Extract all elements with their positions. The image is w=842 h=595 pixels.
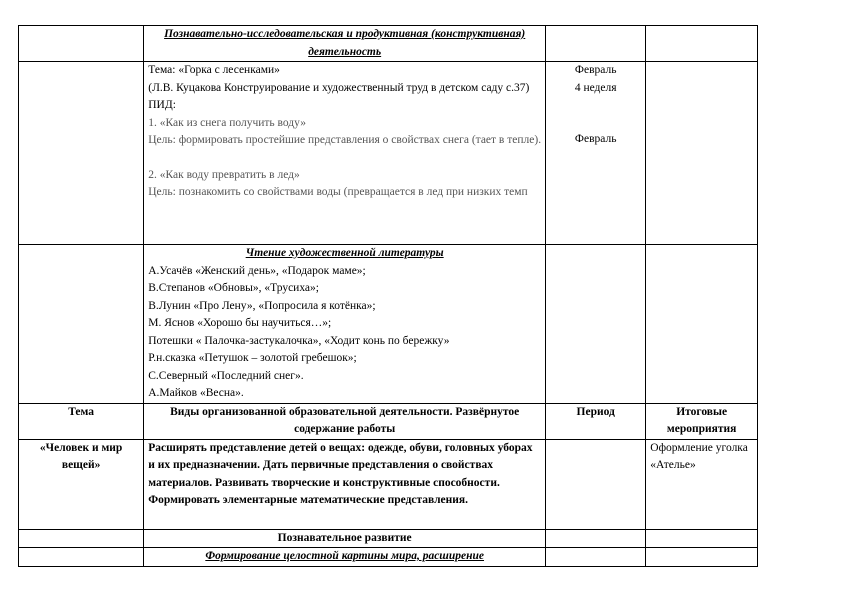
section1-content-row: [19, 62, 758, 245]
section1-heading-row: [19, 26, 758, 62]
table-header-row: [19, 403, 758, 439]
empty-cell: [646, 245, 758, 404]
section2-content: [144, 245, 546, 404]
dev-label: Познавательное развитие: [144, 529, 546, 548]
empty-cell: [19, 62, 144, 245]
topic-line: Тема: «Горка с лесенками»: [148, 64, 280, 76]
plan-table: [18, 25, 758, 567]
experiment1-goal: Цель: формировать простейшие представления о свойствах снега (тает в тепле).: [148, 134, 542, 146]
header-period: Период: [546, 403, 646, 439]
section1-heading: Познавательно-исследовательская и продуктивная (конструктивная) деятельность: [144, 26, 546, 62]
empty-cell: [646, 62, 758, 245]
last-row: [19, 548, 758, 567]
theme-topic: «Человек и мир вещей»: [19, 439, 144, 529]
header-activities: Виды организованной образовательной деятельности. Развёрнутое содержание работы: [144, 403, 546, 439]
section2-row: [19, 245, 758, 404]
source-line: (Л.В. Куцакова Конструирование и художественный труд в детском саду с.37): [148, 81, 530, 94]
empty-cell: [546, 26, 646, 62]
reading-item: А.Майков «Весна».: [148, 387, 244, 399]
header-topic: Тема: [19, 403, 144, 439]
period-week: 4 неделя: [574, 81, 617, 94]
empty-cell: [546, 529, 646, 548]
empty-cell: [546, 548, 646, 567]
reading-item: С.Северный «Последний снег».: [148, 369, 304, 382]
experiment1-title: 1. «Как из снега получить воду»: [148, 116, 306, 129]
empty-cell: [646, 26, 758, 62]
theme-content: Расширять представление детей о вещах: одежде, обуви, головных уборах и их предназначении. Дать первичные представления о свойствах материалов. Развивать творческие и конструктивные способности. Формировать элементарные математические представления.: [144, 439, 546, 529]
empty-cell: [546, 245, 646, 404]
theme-row: [19, 439, 758, 529]
reading-item: М. Яснов «Хорошо бы научиться…»;: [148, 317, 332, 329]
empty-cell: [19, 245, 144, 404]
pid-label: ПИД:: [148, 99, 176, 111]
header-events: Итоговые мероприятия: [646, 403, 758, 439]
empty-cell: [19, 548, 144, 567]
period-month: Февраль: [574, 64, 617, 76]
dev-row: [19, 529, 758, 548]
section1-period: [546, 62, 646, 245]
period-month-2: Февраль: [574, 133, 617, 145]
section1-content: [144, 62, 546, 245]
empty-cell: [19, 26, 144, 62]
empty-cell: [19, 529, 144, 548]
reading-item: В.Степанов «Обновы», «Трусиха»;: [148, 282, 319, 294]
empty-cell: [646, 529, 758, 548]
reading-item: Р.н.сказка «Петушок – золотой гребешок»;: [148, 352, 357, 364]
reading-item: А.Усачёв «Женский день», «Подарок маме»;: [148, 264, 366, 277]
section2-heading: Чтение художественной литературы: [245, 247, 444, 259]
reading-item: Потешки « Палочка-застукалочка», «Ходит конь по бережку»: [148, 334, 450, 347]
theme-event: Оформление уголка «Ателье»: [646, 439, 758, 529]
theme-period: [546, 439, 646, 529]
reading-item: В.Лунин «Про Лену», «Попросила я котёнка»;: [148, 299, 376, 312]
empty-cell: [646, 548, 758, 567]
experiment2-goal: Цель: познакомить со свойствами воды (превращается в лед при низких темп: [148, 186, 528, 198]
last-heading: Формирование целостной картины мира, расширение: [144, 548, 546, 567]
experiment2-title: 2. «Как воду превратить в лед»: [148, 168, 300, 181]
